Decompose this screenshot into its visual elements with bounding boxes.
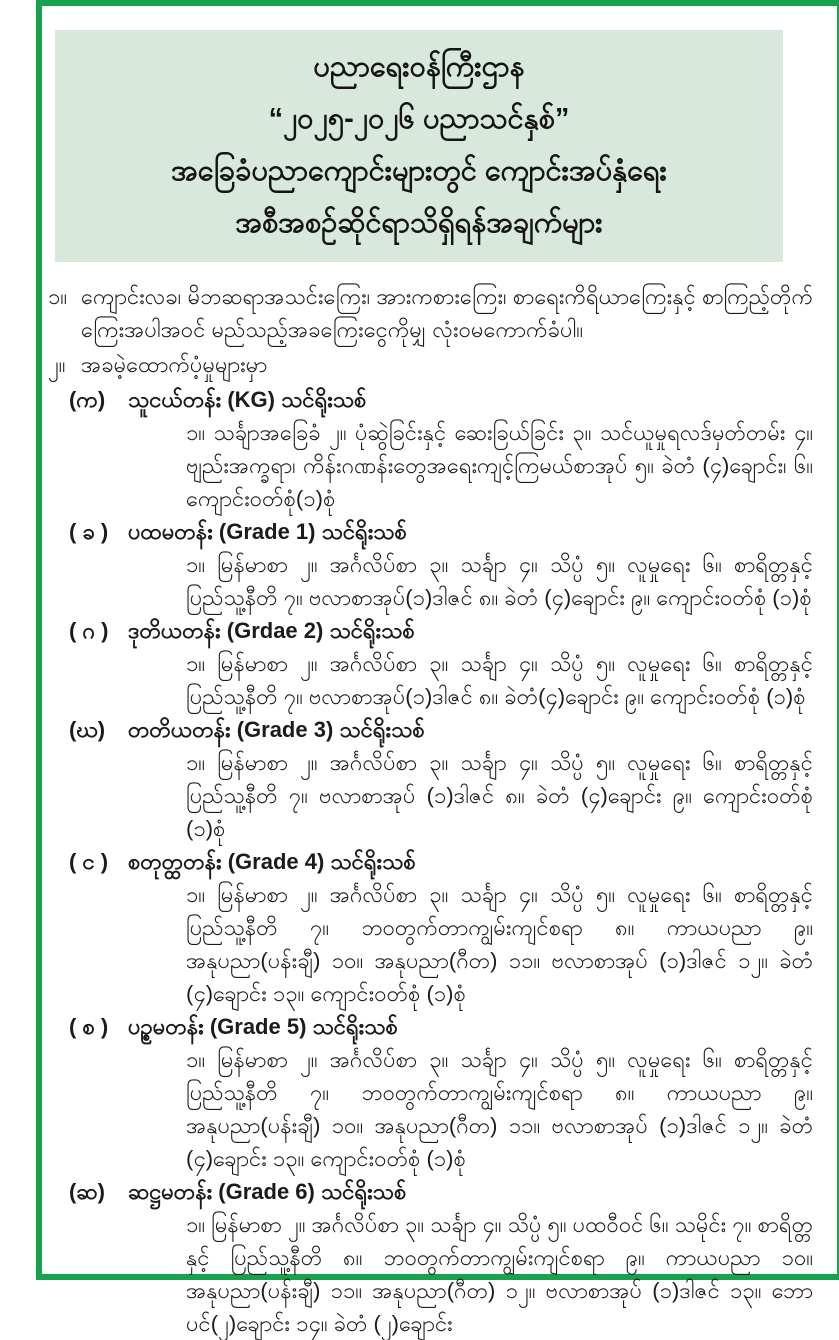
section-title: ပထမတန်း (Grade 1) သင်ရိုးသစ်	[128, 519, 407, 544]
section-title: ဆဋ္ဌမတန်း (Grade 6) သင်ရိုးသစ်	[128, 1179, 407, 1204]
green-border-frame	[36, 0, 839, 1336]
title-line-info-points: အစီအစဉ်ဆိုင်ရာသိရှိရန်အချက်များ	[235, 207, 603, 239]
clause-no-fees	[48, 280, 813, 346]
section-title: သူငယ်တန်း (KG) သင်ရိုးသစ်	[128, 387, 367, 412]
section-supplies-list: ၁။ မြန်မာစာ ၂။ အင်္ဂလိပ်စာ ၃။ သင်္ချာ ၄။ သိပ္ပံ ၅။ ပထဝီဝင် ၆။ သမိုင်း ၇။ စာရိတ္တနှင့် ပြည်သူ့နီတိ ၈။ ဘဝတွက်တာကျွမ်းကျင်စရာ ၉။ ကာယပညာ ၁၀။ အနုပညာ(ပန်းချီ) ၁၁။ အနုပညာ(ဂီတ) ၁၂။ ဗလာစာအုပ် (၁)ဒါဇင် ၁၃။ ဘောပင်(၂)ချောင်း ၁၄။ ခဲတံ (၂)ချောင်း	[186, 1212, 813, 1336]
clause-number: ၂။	[48, 352, 66, 377]
section-label: (ဃ)	[69, 717, 106, 742]
clause-text: အခမဲ့ထောက်ပံ့မှုများမှာ	[81, 352, 268, 377]
section-label: ( ဂ )	[69, 618, 109, 643]
grade-sections	[48, 383, 813, 1340]
section-title: ပဉ္စမတန်း (Grade 5) သင်ရိုးသစ်	[128, 1014, 398, 1039]
section-supplies-list: ၁။ မြန်မာစာ ၂။ အင်္ဂလိပ်စာ ၃။ သင်္ချာ ၄။ သိပ္ပံ ၅။ လူမှုရေး ၆။ စာရိတ္တနှင့် ပြည်သူ့နီတိ ၇။ ဗလာစာအုပ်(၁)ဒါဇင် ၈။ ခဲတံ (၄)ချောင်း ၉။ ကျောင်းဝတ်စုံ (၁)စုံ	[186, 552, 813, 610]
section-label: ( ခ )	[69, 519, 109, 544]
section-heading	[48, 614, 813, 647]
grade-section-6	[48, 1010, 813, 1175]
section-title: ဒုတိယတန်း (Grdae 2) သင်ရိုးသစ်	[128, 618, 415, 643]
section-label: ( စ )	[69, 1014, 109, 1039]
grade-section-1	[48, 383, 813, 515]
section-label: ( င )	[69, 849, 109, 874]
clause-free-support	[48, 348, 813, 381]
section-supplies-list: ၁။ သင်္ချာအခြေခံ ၂။ ပုံဆွဲခြင်းနှင့် ဆေးခြယ်ခြင်း ၃။ သင်ယူမှုရလဒ်မှတ်တမ်း ၄။ ဗျည်းအက္ခရာ၊ ကိန်းဂဏန်းတွေအရေးကျင့်ကြမယ်စာအုပ် ၅။ ခဲတံ (၄)ချောင်း၊ ၆။ ကျောင်းဝတ်စုံ(၁)စုံ	[186, 420, 813, 511]
section-supplies-list: ၁။ မြန်မာစာ ၂။ အင်္ဂလိပ်စာ ၃။ သင်္ချာ ၄။ သိပ္ပံ ၅။ လူမှုရေး ၆။ စာရိတ္တနှင့် ပြည်သူ့နီတိ ၇။ ဘဝတွက်တာကျွမ်းကျင်စရာ ၈။ ကာယပညာ ၉။ အနုပညာ(ပန်းချီ) ၁၀။ အနုပညာ(ဂီတ) ၁၁။ ဗလာစာအုပ် (၁)ဒါဇင် ၁၂။ ခဲတံ (၄)ချောင်း ၁၃။ ကျောင်းဝတ်စုံ (၁)စုံ	[186, 882, 813, 1006]
document-body	[42, 262, 837, 1340]
grade-section-5	[48, 845, 813, 1010]
section-heading	[48, 713, 813, 746]
clause-number: ၁။	[48, 284, 68, 309]
title-line-academic-year: “၂၀၂၅-၂၀၂၆ ပညာသင်နှစ်”	[268, 103, 570, 135]
section-supplies-list: ၁။ မြန်မာစာ ၂။ အင်္ဂလိပ်စာ ၃။ သင်္ချာ ၄။ သိပ္ပံ ၅။ လူမှုရေး ၆။ စာရိတ္တနှင့် ပြည်သူ့နီတိ ၇။ ဗလာစာအုပ် (၁)ဒါဇင် ၈။ ခဲတံ (၄)ချောင်း ၉။ ကျောင်းဝတ်စုံ (၁)စုံ	[186, 750, 813, 841]
section-heading	[48, 1175, 813, 1208]
section-heading	[48, 515, 813, 548]
section-heading	[48, 383, 813, 416]
title-line-enrollment: အခြေခံပညာကျောင်းများတွင် ကျောင်းအပ်နှံရေး	[171, 155, 667, 187]
section-label: (ဆ)	[69, 1179, 105, 1204]
title-line-ministry: ပညာရေးဝန်ကြီးဌာန	[313, 51, 525, 83]
section-title: တတိယတန်း (Grade 3) သင်ရိုးသစ်	[128, 717, 425, 742]
section-supplies-list: ၁။ မြန်မာစာ ၂။ အင်္ဂလိပ်စာ ၃။ သင်္ချာ ၄။ သိပ္ပံ ၅။ လူမှုရေး ၆။ စာရိတ္တနှင့် ပြည်သူ့နီတိ ၇။ ဗလာစာအုပ်(၁)ဒါဇင် ၈။ ခဲတံ(၄)ချောင်း ၉။ ကျောင်းဝတ်စုံ (၁)စုံ	[186, 651, 813, 709]
section-label: (က)	[69, 387, 106, 412]
section-supplies-list: ၁။ မြန်မာစာ ၂။ အင်္ဂလိပ်စာ ၃။ သင်္ချာ ၄။ သိပ္ပံ ၅။ လူမှုရေး ၆။ စာရိတ္တနှင့် ပြည်သူ့နီတိ ၇။ ဘဝတွက်တာကျွမ်းကျင်စရာ ၈။ ကာယပညာ ၉။ အနုပညာ(ပန်းချီ) ၁၀။ အနုပညာ(ဂီတ) ၁၁။ ဗလာစာအုပ် (၁)ဒါဇင် ၁၂။ ခဲတံ (၄)ချောင်း ၁၃။ ကျောင်းဝတ်စုံ (၁)စုံ	[186, 1047, 813, 1171]
section-heading	[48, 1010, 813, 1043]
grade-section-4	[48, 713, 813, 845]
grade-section-2	[48, 515, 813, 614]
section-heading	[48, 845, 813, 878]
grade-section-7	[48, 1175, 813, 1340]
title-banner	[55, 30, 783, 262]
grade-section-3	[48, 614, 813, 713]
section-title: စတုတ္ထတန်း (Grade 4) သင်ရိုးသစ်	[128, 849, 416, 874]
clause-text: ကျောင်းလခ၊ မိဘဆရာအသင်းကြေး၊ အားကစားကြေး၊ စာရေးကိရိယာကြေးနှင့် စာကြည့်တိုက်ကြေးအပါအဝင် မည်သည့်အခကြေးငွေကိုမျှ လုံးဝမကောက်ခံပါ။	[81, 284, 813, 342]
